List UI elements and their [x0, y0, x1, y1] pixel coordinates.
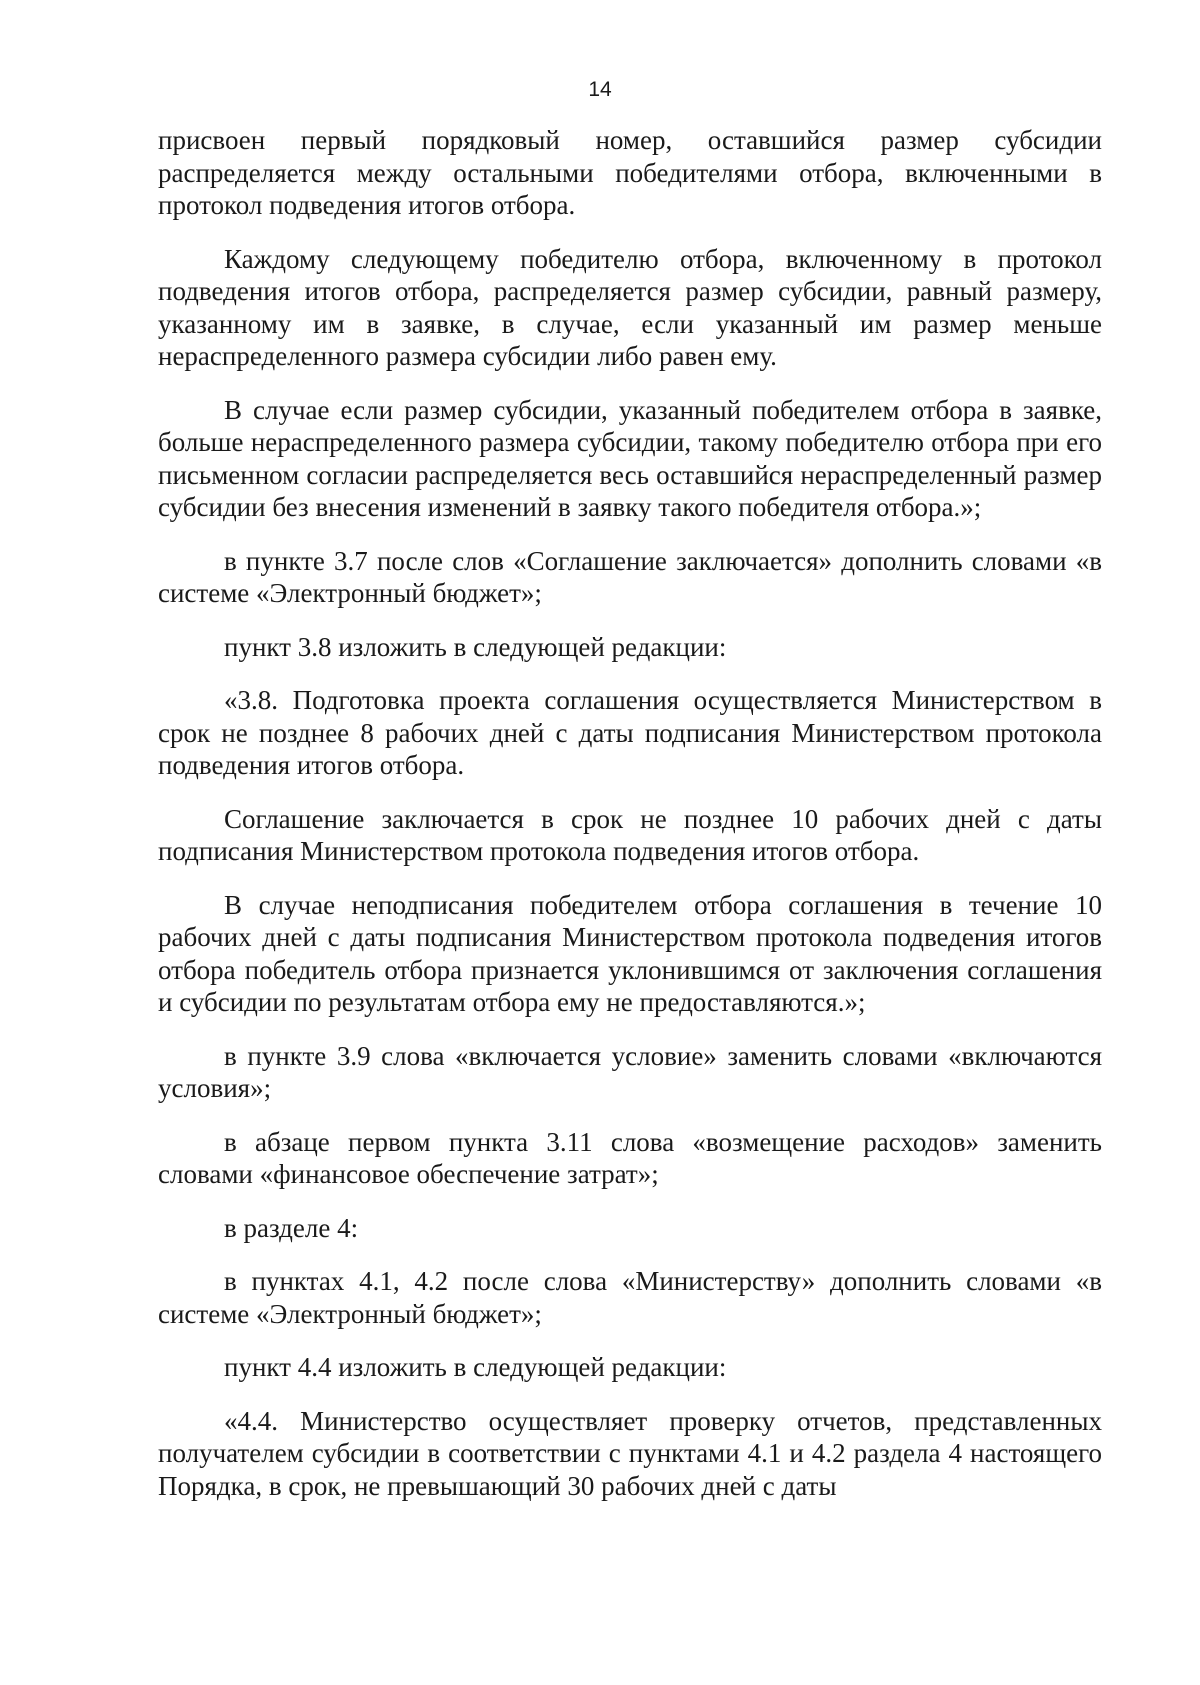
- paragraph: в пункте 3.7 после слов «Соглашение заключается» дополнить словами «в системе «Электронный бюджет»;: [158, 545, 1102, 608]
- paragraph: присвоен первый порядковый номер, оставшийся размер субсидии распределяется между остальными победителями отбора, включенными в протокол подведения итогов отбора.: [158, 125, 1102, 220]
- paragraph: пункт 3.8 изложить в следующей редакции:: [224, 631, 727, 662]
- paragraph: В случае неподписания победителем отбора соглашения в течение 10 рабочих дней с даты подписания Министерством протокола подведения итогов отбора победитель отбора признается уклонившимся от заключения соглашения и субсидии по результатам отбора ему не предоставляются.»;: [158, 889, 1102, 1017]
- paragraph: в абзаце первом пункта 3.11 слова «возмещение расходов» заменить словами «финансовое обеспечение затрат»;: [158, 1126, 1102, 1189]
- paragraph: пункт 4.4 изложить в следующей редакции:: [224, 1352, 727, 1382]
- paragraph: в разделе 4:: [224, 1212, 359, 1243]
- paragraph: В случае если размер субсидии, указанный победителем отбора в заявке, больше нераспределенного размера субсидии, такому победителю отбора при его письменном согласии распределяется весь оставшийся нераспределенный размер субсидии без внесения изменений в заявку такого победителя отбора.»;: [158, 394, 1102, 522]
- paragraph: в пунктах 4.1, 4.2 после слова «Министерству» дополнить словами «в системе «Электронный бюджет»;: [158, 1266, 1102, 1329]
- document-body: [158, 124, 1102, 1502]
- paragraph: Соглашение заключается в срок не позднее 10 рабочих дней с даты подписания Министерством протокола подведения итогов отбора.: [158, 803, 1102, 866]
- paragraph: «3.8. Подготовка проекта соглашения осуществляется Министерством в срок не позднее 8 рабочих дней с даты подписания Министерством протокола подведения итогов отбора.: [158, 685, 1102, 780]
- page-number: 14: [588, 78, 612, 101]
- paragraph: в пункте 3.9 слова «включается условие» заменить словами «включаются условия»;: [158, 1040, 1102, 1103]
- paragraph: «4.4. Министерство осуществляет проверку отчетов, представленных получателем субсидии в соответствии с пунктами 4.1 и 4.2 раздела 4 настоящего Порядка, в срок, не превышающий 30 рабочих дней с даты: [158, 1405, 1102, 1501]
- paragraph: Каждому следующему победителю отбора, включенному в протокол подведения итогов отбора, распределяется размер субсидии, равный размеру, указанному им в заявке, в случае, если указанный им размер меньше нераспределенного размера субсидии либо равен ему.: [158, 243, 1102, 371]
